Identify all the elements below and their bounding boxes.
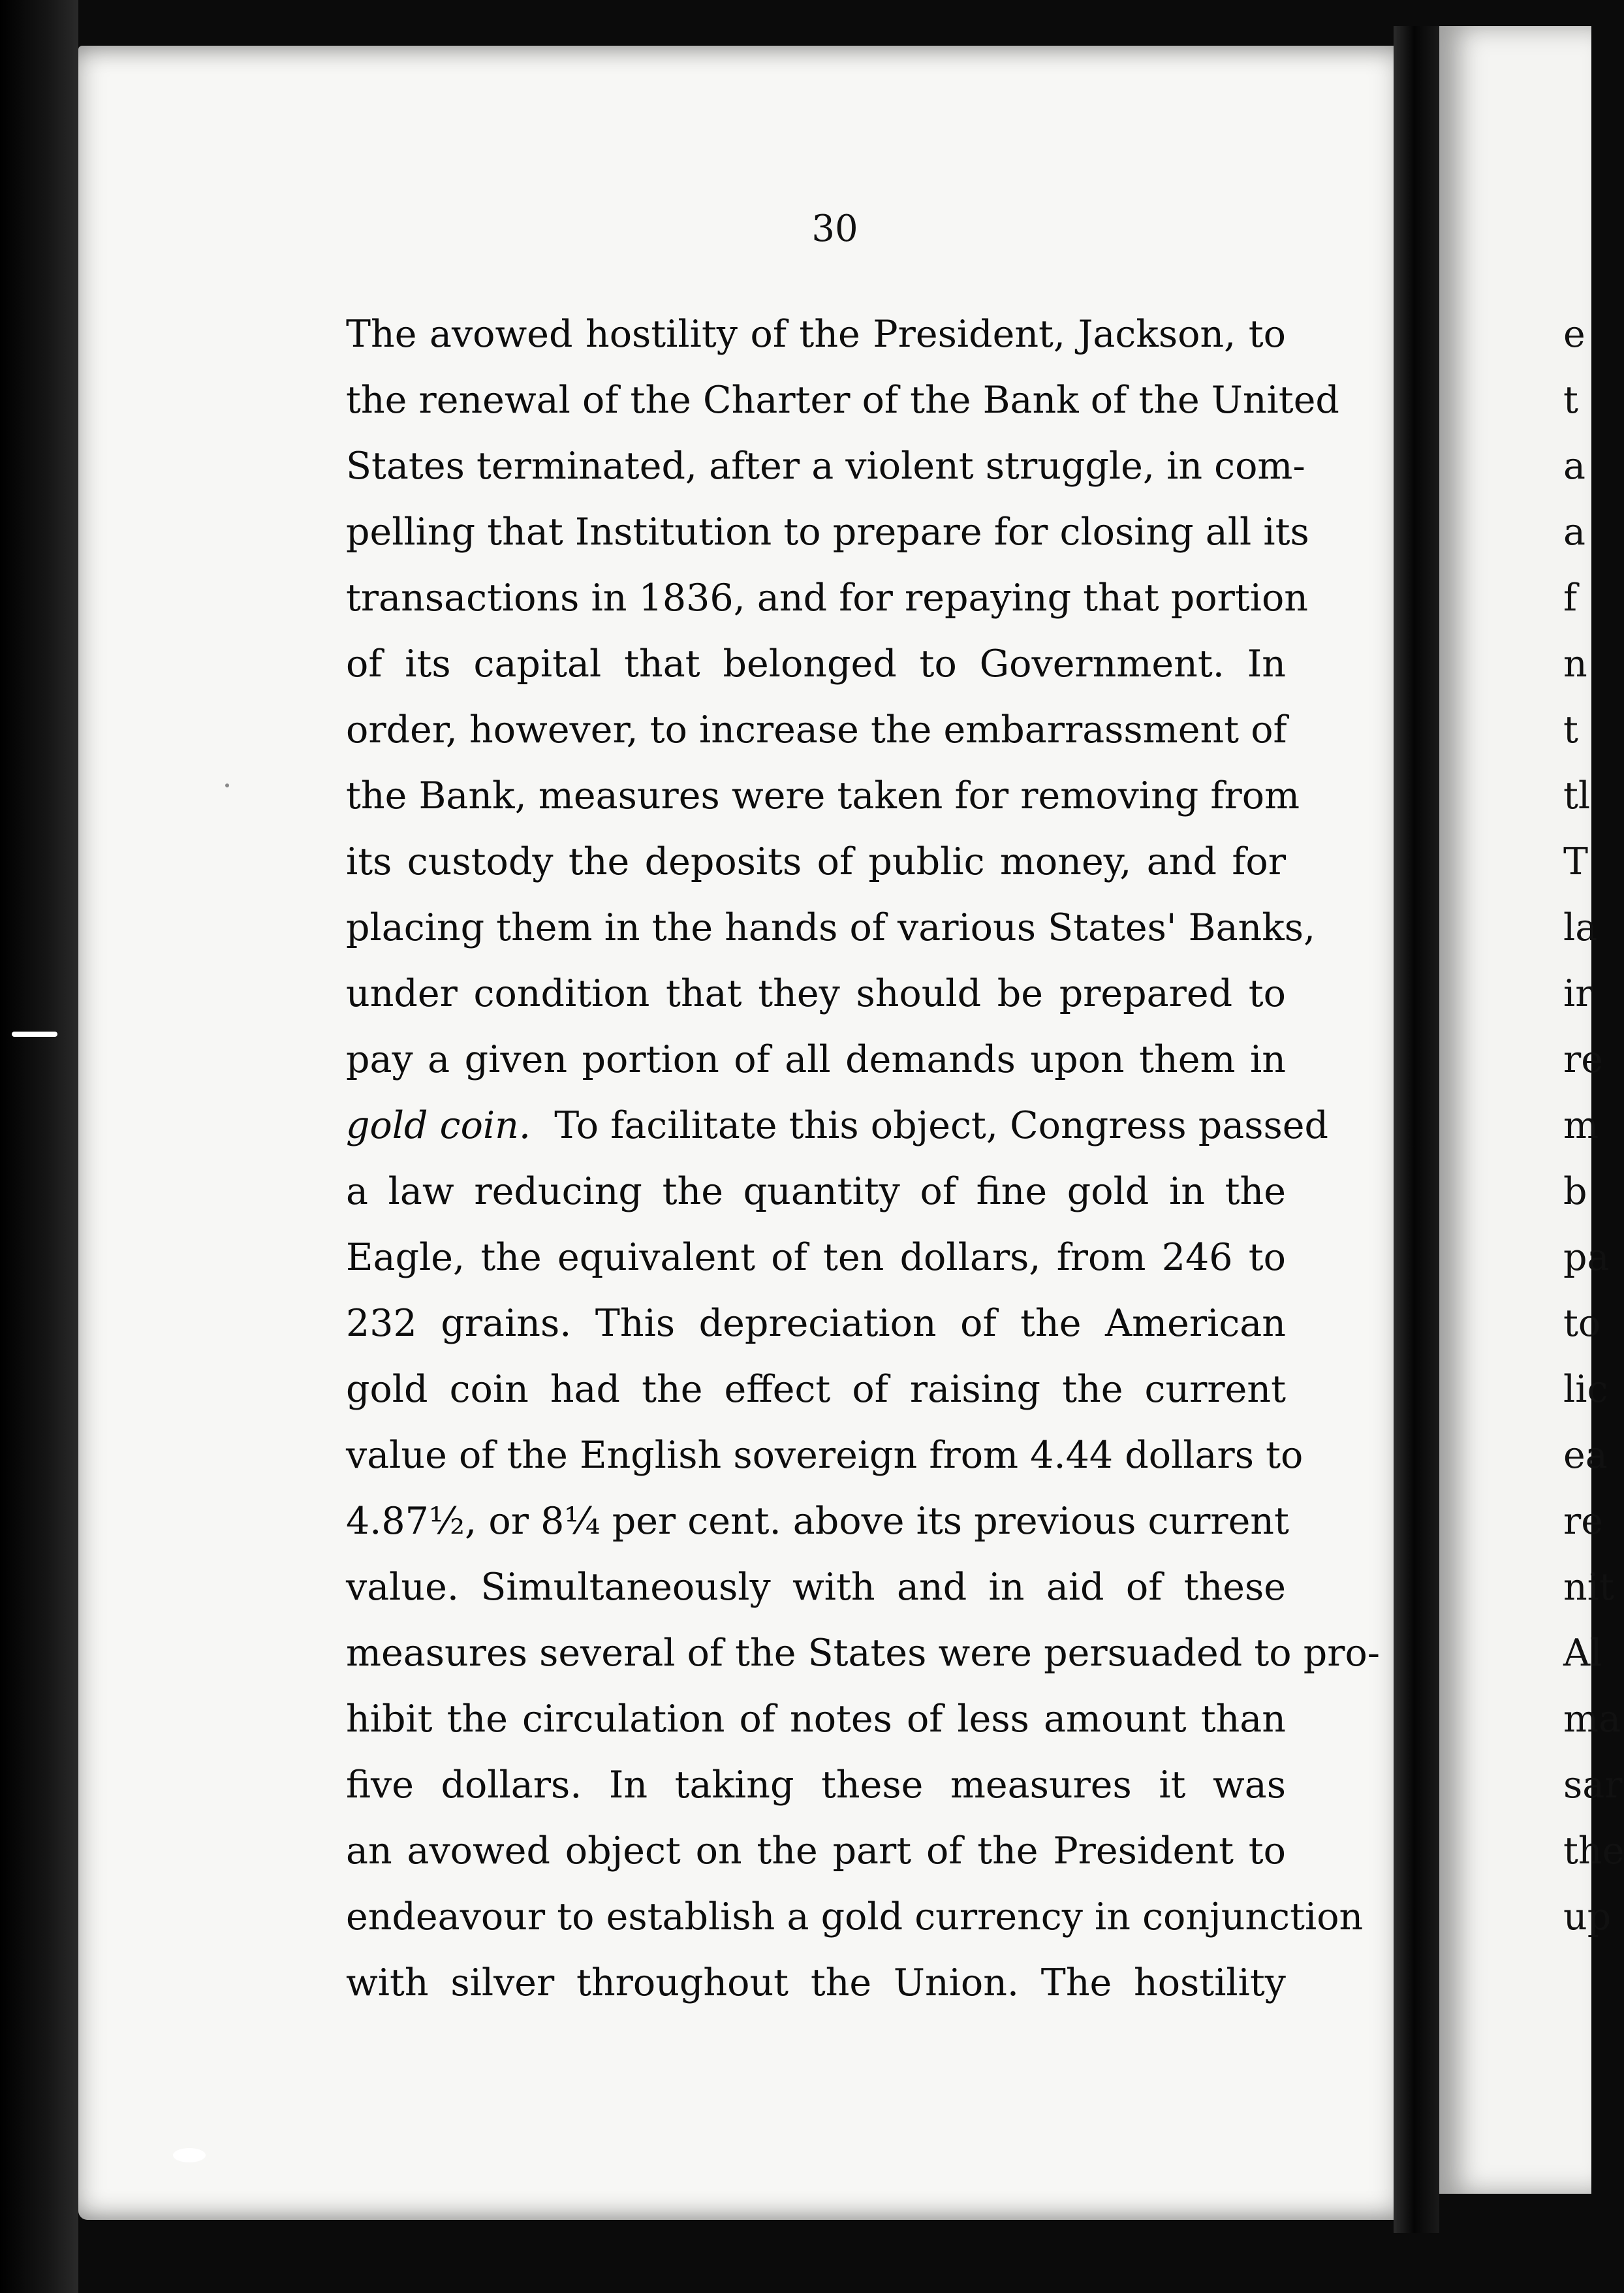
text-line-23: five dollars. In taking these measures it was (346, 1763, 1286, 1807)
text-line-24: an avowed object on the part of the President to (346, 1829, 1286, 1873)
right-fragment-5: f (1563, 577, 1578, 620)
right-fragment-16: to (1563, 1302, 1601, 1345)
text-line-8: the Bank, measures were taken for removing from (346, 774, 1300, 817)
right-fragment-4: a (1563, 511, 1585, 554)
text-line-21: measures several of the States were persuaded to pro- (346, 1632, 1381, 1675)
scan-speck (225, 783, 229, 787)
right-fragment-20: nit (1563, 1566, 1614, 1609)
text-line-10: placing them in the hands of various States' Banks, (346, 906, 1316, 949)
right-fragment-12: re (1563, 1038, 1603, 1081)
text-line-26: with silver throughout the Union. The hostility (346, 1961, 1286, 2004)
right-fragment-3: a (1563, 445, 1585, 488)
right-fragment-9: T (1563, 840, 1589, 883)
body-text (346, 302, 1381, 2016)
text-line-6: of its capital that belonged to Government. In (346, 642, 1286, 686)
text-line-17: gold coin had the effect of raising the current (346, 1368, 1286, 1411)
right-fragment-22: ma (1563, 1698, 1621, 1741)
text-line-1: The avowed hostility of the President, Jackson, to (346, 313, 1286, 356)
right-fragment-8: tl (1563, 774, 1591, 817)
text-line-5: transactions in 1836, and for repaying that portion (346, 577, 1309, 620)
right-fragment-10: la (1563, 906, 1598, 949)
text-line-15: Eagle, the equivalent of ten dollars, from 246 to (346, 1236, 1286, 1279)
text-line-7: order, however, to increase the embarrassment of (346, 708, 1287, 751)
text-line-20: value. Simultaneously with and in aid of these (346, 1566, 1286, 1609)
right-fragment-13: m (1563, 1104, 1599, 1147)
right-fragment-23: sar (1563, 1763, 1623, 1807)
book-gutter (1394, 26, 1439, 2233)
text-line-25: endeavour to establish a gold currency in conjunction (346, 1895, 1364, 1938)
scan-speck (12, 1032, 57, 1037)
scan-speck (173, 2148, 206, 2162)
right-fragment-11: ir (1563, 972, 1593, 1015)
page-number-text: 30 (811, 208, 858, 250)
right-fragment-18: ea (1563, 1434, 1608, 1477)
right-fragment-17: lic (1563, 1368, 1608, 1411)
text-line-22: hibit the circulation of notes of less amount than (346, 1698, 1286, 1741)
text-line-13-rest: To facilitate this object, Congress passed (554, 1104, 1328, 1147)
right-fragment-6: n (1563, 642, 1587, 686)
right-fragment-14: b (1563, 1170, 1587, 1213)
text-line-14: a law reducing the quantity of fine gold in the (346, 1170, 1286, 1213)
text-line-16: 232 grains. This depreciation of the American (346, 1302, 1286, 1345)
page-number (0, 208, 1591, 250)
right-fragment-15: pa (1563, 1236, 1610, 1279)
right-page-text (1563, 302, 1624, 1950)
right-fragment-19: re (1563, 1500, 1603, 1543)
italic-phrase: gold coin. (346, 1104, 531, 1147)
text-line-19: 4.87½, or 8¼ per cent. above its previous current (346, 1500, 1289, 1543)
right-fragment-25: up (1563, 1895, 1612, 1938)
text-line-3: States terminated, after a violent struggle, in com- (346, 445, 1305, 488)
text-line-11: under condition that they should be prepared to (346, 972, 1286, 1015)
right-fragment-1: e (1563, 313, 1585, 356)
right-fragment-21: Al (1563, 1632, 1602, 1675)
text-line-4: pelling that Institution to prepare for closing all its (346, 511, 1309, 554)
text-line-9: its custody the deposits of public money, and for (346, 840, 1286, 883)
text-line-13 (346, 1093, 1328, 1159)
right-fragment-2: t (1563, 379, 1578, 422)
scan-edge (0, 0, 78, 2293)
text-line-18: value of the English sovereign from 4.44 dollars to (346, 1434, 1304, 1477)
right-fragment-24: the (1563, 1829, 1624, 1873)
right-fragment-7: t (1563, 708, 1578, 751)
text-line-12: pay a given portion of all demands upon them in (346, 1038, 1286, 1081)
text-line-2: the renewal of the Charter of the Bank of the United (346, 379, 1339, 422)
